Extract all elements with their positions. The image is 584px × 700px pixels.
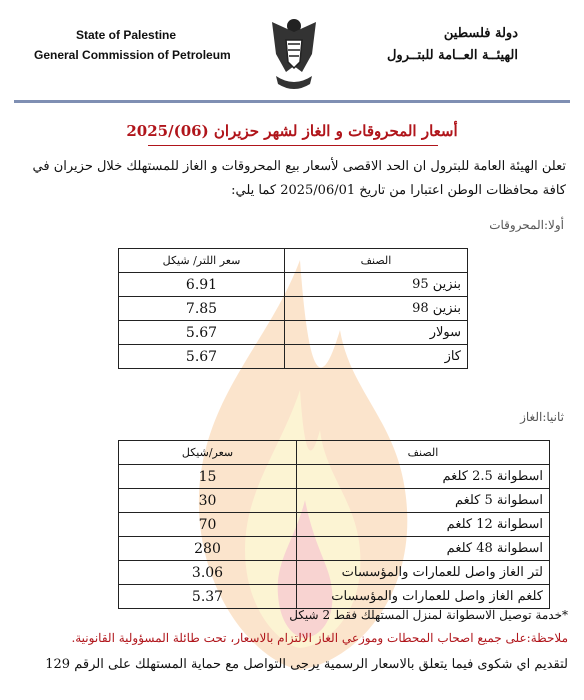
- intro-paragraph: تعلن الهيئة العامة للبترول ان الحد الاقصى لأسعار بيع المحروقات و الغاز للمستهلك خلال حزيران في كافة محافظات الوطن اعتبارا من تاريخ 2025/06/01 كما يلي:: [32, 159, 566, 198]
- commission-name-ar: الهيئــة العــامة للبتــرول: [386, 48, 518, 63]
- table-row: [119, 537, 550, 561]
- fuel-price: 5.67: [119, 345, 285, 369]
- fuels-section-heading: أولا:المحروقات: [489, 218, 564, 232]
- gas-section-heading: ثانيا:الغاز: [520, 410, 564, 424]
- fuel-price: 6.91: [119, 273, 285, 297]
- gas-item-price: 15: [119, 465, 297, 489]
- gas-item-name: كلغم الغاز واصل للعمارات والمؤسسات: [297, 585, 550, 609]
- gas-item-price: 280: [119, 537, 297, 561]
- warning-note: ملاحظة:على جميع اصحاب المحطات وموزعي الغاز الالتزام بالاسعار، تحت طائلة المسؤولية القانونية.: [71, 631, 568, 645]
- gas-item-name: اسطوانة 2.5 كلغم: [297, 465, 550, 489]
- state-name-ar: دولة فلسطين: [443, 26, 518, 41]
- gas-item-price: 3.06: [119, 561, 297, 585]
- table-row: [119, 273, 468, 297]
- delivery-note: *خدمة توصيل الاسطوانة لمنزل المستهلك فقط 2 شيكل: [289, 608, 568, 622]
- gas-item-name: اسطوانة 12 كلغم: [297, 513, 550, 537]
- table-row: [119, 465, 550, 489]
- page-title: أسعار المحروقات و الغاز لشهر حزيران (06)/2025: [126, 122, 458, 140]
- fuels-col-type: الصنف: [285, 249, 468, 273]
- fuel-name: بنزين 98: [285, 297, 468, 321]
- eagle-emblem-icon: [266, 14, 322, 94]
- state-name-en: State of Palestine: [76, 28, 177, 42]
- table-row: [119, 345, 468, 369]
- header-divider: [14, 100, 570, 103]
- gas-item-price: 70: [119, 513, 297, 537]
- fuel-price: 5.67: [119, 321, 285, 345]
- fuel-price: 7.85: [119, 297, 285, 321]
- table-row: [119, 297, 468, 321]
- gas-table: [118, 440, 550, 609]
- table-row: [119, 489, 550, 513]
- table-row: [119, 561, 550, 585]
- gas-item-price: 5.37: [119, 585, 297, 609]
- fuel-name: بنزين 95: [285, 273, 468, 297]
- fuels-col-price: سعر اللتر/ شيكل: [119, 249, 285, 273]
- fuel-name: سولار: [285, 321, 468, 345]
- commission-name-en: General Commission of Petroleum: [34, 48, 231, 62]
- gas-item-name: لتر الغاز واصل للعمارات والمؤسسات: [297, 561, 550, 585]
- complaints-note: لتقديم اي شكوى فيما يتعلق بالاسعار الرسمية يرجى التواصل مع حماية المستهلك على الرقم 129: [45, 657, 568, 672]
- table-row: [119, 585, 550, 609]
- gas-col-price: سعر/شيكل: [119, 441, 297, 465]
- gas-item-name: اسطوانة 5 كلغم: [297, 489, 550, 513]
- gas-item-name: اسطوانة 48 كلغم: [297, 537, 550, 561]
- table-row: [119, 321, 468, 345]
- fuels-table: [118, 248, 468, 369]
- gas-col-type: الصنف: [297, 441, 550, 465]
- table-row: [119, 513, 550, 537]
- gas-item-price: 30: [119, 489, 297, 513]
- title-underline: [148, 145, 438, 146]
- fuel-name: كاز: [285, 345, 468, 369]
